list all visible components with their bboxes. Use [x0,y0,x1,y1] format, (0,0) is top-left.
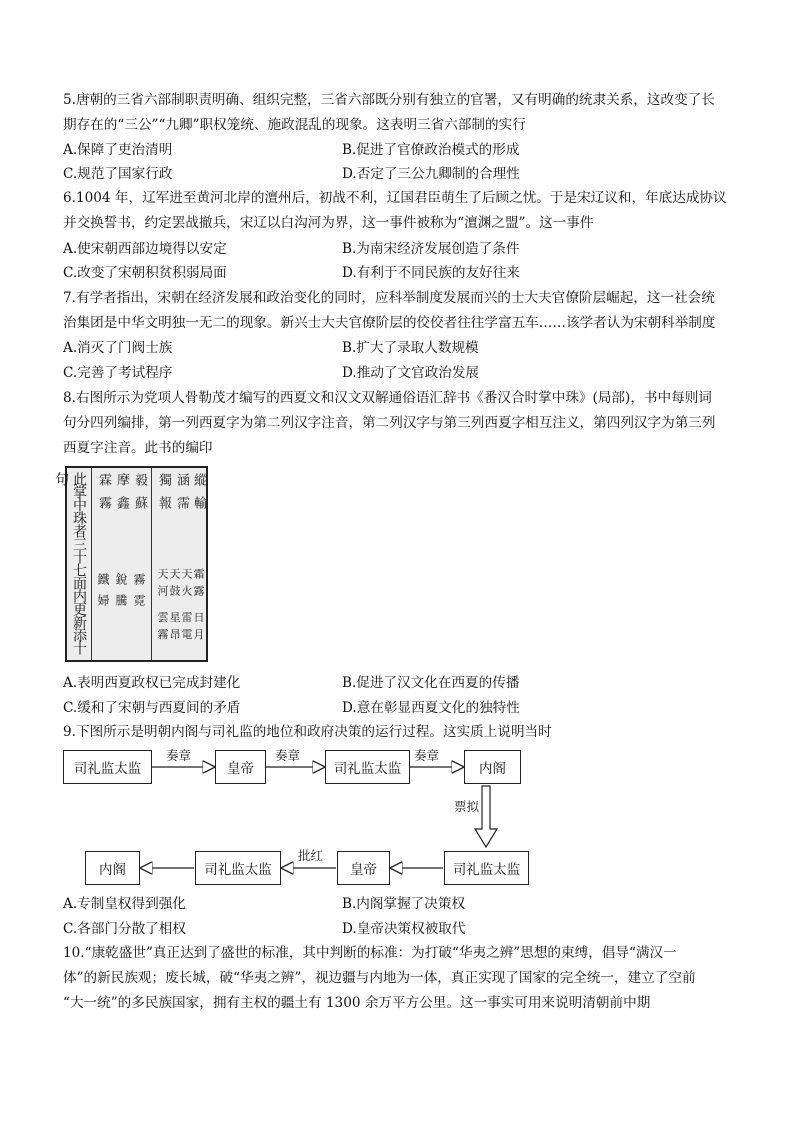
q9-option-b: B.内阁掌握了决策权 [342,896,466,912]
q8-option-c: C.缓和了宋朝与西夏间的矛盾 [63,700,241,716]
q9-option-d: D.皇帝决策权被取代 [342,921,466,937]
q9-option-a: A.专制皇权得到强化 [63,896,186,912]
book-tangut-column-4: 獨報 [156,473,171,519]
q7-option-a: A.消灭了门阀士族 [63,340,173,356]
book-tangut-column-6: 縱輸 [191,473,206,519]
q6-option-d: D.有利于不同民族的友好往来 [342,265,520,281]
flow-box-eunuch-2: 司礼监太监 [325,750,410,784]
q8-option-a: A.表明西夏政权已完成封建化 [63,675,241,691]
flow-box-cabinet-1: 内阁 [464,750,521,784]
flow-label-memorial-1: 奏章 [166,748,192,763]
flow-box-eunuch-3: 司礼监太监 [195,851,281,885]
q5-option-a: A.保障了吏治清明 [63,142,173,158]
book-tangut-column-1: 霖霧 [96,473,111,519]
q6-option-c: C.改变了宋朝积贫积弱局面 [63,265,227,281]
book-chinese-column-3: 天火 雷電 [180,568,193,646]
flow-box-emperor-1: 皇帝 [215,750,266,784]
q8-stem-line-3: 西夏字注音。此书的编印 [63,440,213,456]
q8-stem-line-1: 8.右图所示为党项人骨勒茂才编写的西夏文和汉文双解通俗语汇辞书《番汉合时掌中珠》(局部)，书中每则词 [63,390,712,406]
book-tangut-column-9: 霧霓 [132,573,146,615]
book-tangut-column-2: 摩鑫 [114,473,129,519]
book-tangut-column-8: 銳騰 [114,573,128,615]
q8-stem-line-2: 句分四列编排，第一列西夏字为第二列汉字注音，第二列汉字与第三列西夏字相互注义，第四列汉字为第三列 [63,415,716,431]
book-tangut-column-5: 涵霈 [174,473,189,519]
q10-stem-line-2: 体”的新民族观；废长城，破“华夷之辨”，视边疆与内地为一体，真正实现了国家的完全统一，建立了空前 [63,970,696,986]
q5-option-b: B.促进了官僚政治模式的形成 [342,142,520,158]
q9-option-c: C.各部门分散了相权 [63,921,186,937]
flow-label-draft: 票拟 [454,799,480,814]
flow-label-memorial-3: 奏章 [414,748,440,763]
flow-label-vermilion: 批红 [298,848,324,863]
q7-option-c: C.完善了考试程序 [63,365,173,381]
flow-box-eunuch-4: 司礼监太监 [444,851,529,885]
book-tangut-column-7: 鐵婦 [96,573,110,615]
book-chinese-column-1: 天河 雲霧 [156,568,169,646]
q8-option-b: B.促进了汉文化在西夏的传播 [342,675,520,691]
q10-stem-line-1: 10.“康乾盛世”真正达到了盛世的标准，其中判断的标准：为打破“华夷之辨”思想的束缚，倡导“满汉一 [63,945,677,961]
book-tangut-column-3: 毅蘇 [132,473,147,519]
q5-stem-line-2: 期存在的“三公”“九卿”职权笼统、施政混乱的现象。这表明三省六部制的实行 [63,117,526,133]
q7-option-b: B.扩大了录取人数规模 [342,340,479,356]
q6-stem-line-2: 并交换誓书，约定罢战撤兵，宋辽以白沟河为界，这一事件被称为“澶渊之盟”。这一事件 [63,215,594,231]
q8-option-d: D.意在彰显西夏文化的独特性 [342,700,520,716]
book-title-column: 此掌中珠者三十七面内更新添十句 [53,472,87,654]
q5-option-d: D.否定了三公九卿制的合理性 [342,166,520,182]
book-chinese-column-2: 天鼓 星昂 [168,568,181,646]
book-chinese-column-4: 霜露 日月 [192,568,205,646]
flow-box-cabinet-2: 内阁 [85,851,140,885]
flow-box-eunuch-1: 司礼监太监 [63,750,152,784]
q7-stem-line-2: 治集团是中华文明独一无二的现象。新兴士大夫官僚阶层的佼佼者往往学富五车……该学者认为宋朝科举制度 [63,315,716,331]
q6-stem-line-1: 6.1004 年，辽军进至黄河北岸的澶州后，初战不利，辽国君臣萌生了后顾之忧。于是宋辽议和，年底达成协议 [63,190,727,206]
q5-option-c: C.规范了国家行政 [63,166,173,182]
flow-box-emperor-2: 皇帝 [337,851,390,885]
q6-option-a: A.使宋朝西部边境得以安定 [63,241,227,257]
q7-option-d: D.推动了文官政治发展 [342,365,480,381]
q5-stem-line-1: 5.唐朝的三省六部制职责明确、组织完整，三省六部既分别有独立的官署，又有明确的统隶关系，这改变了长 [63,92,715,108]
q10-stem-line-3: “大一统”的多民族国家，拥有主权的疆土有 1300 余万平方公里。这一事实可用来说明清朝前中期 [63,995,651,1011]
q9-stem-line-1: 9.下图所示是明朝内阁与司礼监的地位和政府决策的运行过程。这实质上说明当时 [63,724,552,740]
q6-option-b: B.为南宋经济发展创造了条件 [342,241,520,257]
flow-label-memorial-2: 奏章 [275,748,301,763]
arrow-down [475,786,497,847]
q7-stem-line-1: 7.有学者指出，宋朝在经济发展和政治变化的同时，应科举制度发展而兴的士大夫官僚阶层崛起，这一社会统 [63,290,715,306]
